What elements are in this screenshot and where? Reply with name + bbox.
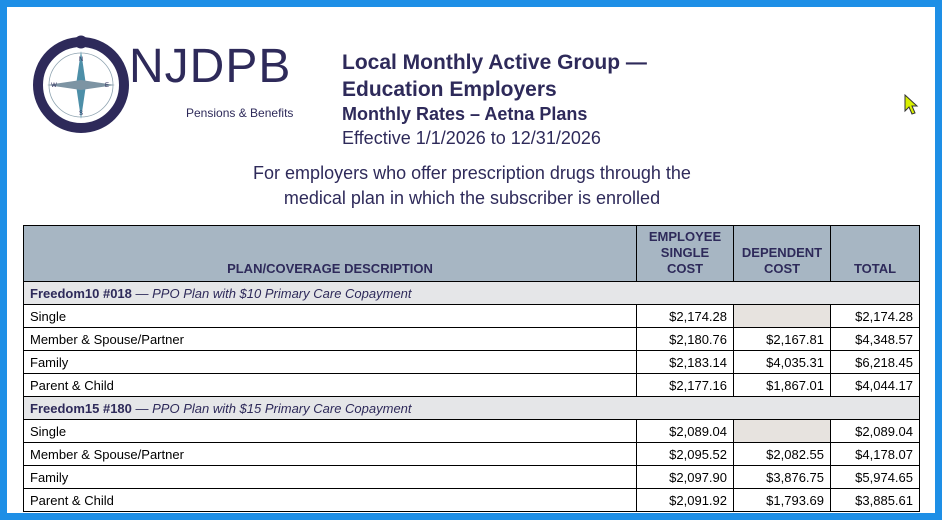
rates-table — [23, 225, 920, 512]
employee-cost-cell: $2,091.92 — [637, 489, 734, 512]
col-header-employee-line2: SINGLE — [660, 245, 710, 260]
dependent-cost-cell: $3,876.75 — [734, 466, 831, 489]
total-cost-cell: $4,044.17 — [831, 374, 920, 397]
title-line-2: Education Employers — [342, 78, 557, 101]
total-cost-cell: $3,885.61 — [831, 489, 920, 512]
table-row — [24, 443, 920, 466]
plan-section-cell — [24, 397, 920, 420]
dependent-cost-cell: $1,867.01 — [734, 374, 831, 397]
subtitle-line-2: medical plan in which the subscriber is enrolled — [283, 188, 661, 208]
dependent-cost-cell: $1,793.69 — [734, 489, 831, 512]
table-header-row — [24, 226, 920, 282]
total-cost-cell: $4,178.07 — [831, 443, 920, 466]
dependent-cost-cell: $2,082.55 — [734, 443, 831, 466]
document-title-block — [342, 49, 647, 150]
plan-section-row — [24, 282, 920, 305]
coverage-cell: Single — [24, 420, 637, 443]
col-header-employee-line3: COST — [666, 261, 704, 276]
compass-letter-e: E — [104, 83, 110, 89]
col-header-dependent-cost — [734, 226, 831, 282]
col-header-dependent-line2: COST — [763, 261, 801, 276]
total-cost-cell: $2,089.04 — [831, 420, 920, 443]
col-header-description: PLAN/COVERAGE DESCRIPTION — [24, 226, 637, 282]
employee-cost-cell: $2,097.90 — [637, 466, 734, 489]
table-row — [24, 305, 920, 328]
compass-icon — [31, 27, 131, 139]
employee-cost-cell: $2,180.76 — [637, 328, 734, 351]
coverage-cell: Family — [24, 466, 637, 489]
dependent-cost-cell — [734, 420, 831, 443]
coverage-cell: Family — [24, 351, 637, 374]
dependent-cost-cell: $2,167.81 — [734, 328, 831, 351]
compass-letter-s: S — [78, 111, 84, 117]
coverage-cell: Member & Spouse/Partner — [24, 328, 637, 351]
employee-cost-cell: $2,177.16 — [637, 374, 734, 397]
employee-cost-cell: $2,095.52 — [637, 443, 734, 466]
col-header-employee-line1: EMPLOYEE — [648, 229, 722, 244]
njdpb-logo — [31, 27, 301, 139]
col-header-total: TOTAL — [831, 226, 920, 282]
plan-section-row — [24, 397, 920, 420]
mouse-pointer-icon — [903, 94, 919, 116]
col-header-employee-single-cost — [637, 226, 734, 282]
employee-cost-cell: $2,174.28 — [637, 305, 734, 328]
title-line-1: Local Monthly Active Group — — [342, 51, 647, 74]
table-row — [24, 374, 920, 397]
table-row — [24, 466, 920, 489]
compass-letter-w: W — [51, 83, 57, 89]
table-row — [24, 328, 920, 351]
subtitle-line-1: For employers who offer prescription drugs through the — [253, 163, 691, 183]
dependent-cost-cell — [734, 305, 831, 328]
coverage-cell: Parent & Child — [24, 374, 637, 397]
plan-name: Freedom15 #180 — [30, 400, 132, 416]
employee-cost-cell: $2,089.04 — [637, 420, 734, 443]
dependent-cost-cell: $4,035.31 — [734, 351, 831, 374]
plan-section-cell — [24, 282, 920, 305]
title-line-3: Monthly Rates – Aetna Plans — [342, 104, 588, 124]
total-cost-cell: $2,174.28 — [831, 305, 920, 328]
subtitle — [7, 161, 935, 211]
coverage-cell: Member & Spouse/Partner — [24, 443, 637, 466]
plan-description: — PPO Plan with $10 Primary Care Copayment — [131, 285, 412, 301]
col-header-dependent-line1: DEPENDENT — [741, 245, 823, 260]
table-row — [24, 420, 920, 443]
total-cost-cell: $6,218.45 — [831, 351, 920, 374]
effective-dates: Effective 1/1/2026 to 12/31/2026 — [342, 128, 601, 148]
coverage-cell: Parent & Child — [24, 489, 637, 512]
employee-cost-cell: $2,183.14 — [637, 351, 734, 374]
compass-letter-n: N — [78, 57, 84, 63]
table-row — [24, 351, 920, 374]
logo-wordmark: NJDPB — [129, 40, 292, 93]
coverage-cell: Single — [24, 305, 637, 328]
total-cost-cell: $5,974.65 — [831, 466, 920, 489]
plan-name: Freedom10 #018 — [30, 285, 132, 301]
total-cost-cell: $4,348.57 — [831, 328, 920, 351]
logo-subtext: Pensions & Benefits — [186, 106, 294, 120]
document-page — [7, 7, 935, 513]
table-row — [24, 489, 920, 512]
plan-description: — PPO Plan with $15 Primary Care Copayment — [131, 400, 412, 416]
